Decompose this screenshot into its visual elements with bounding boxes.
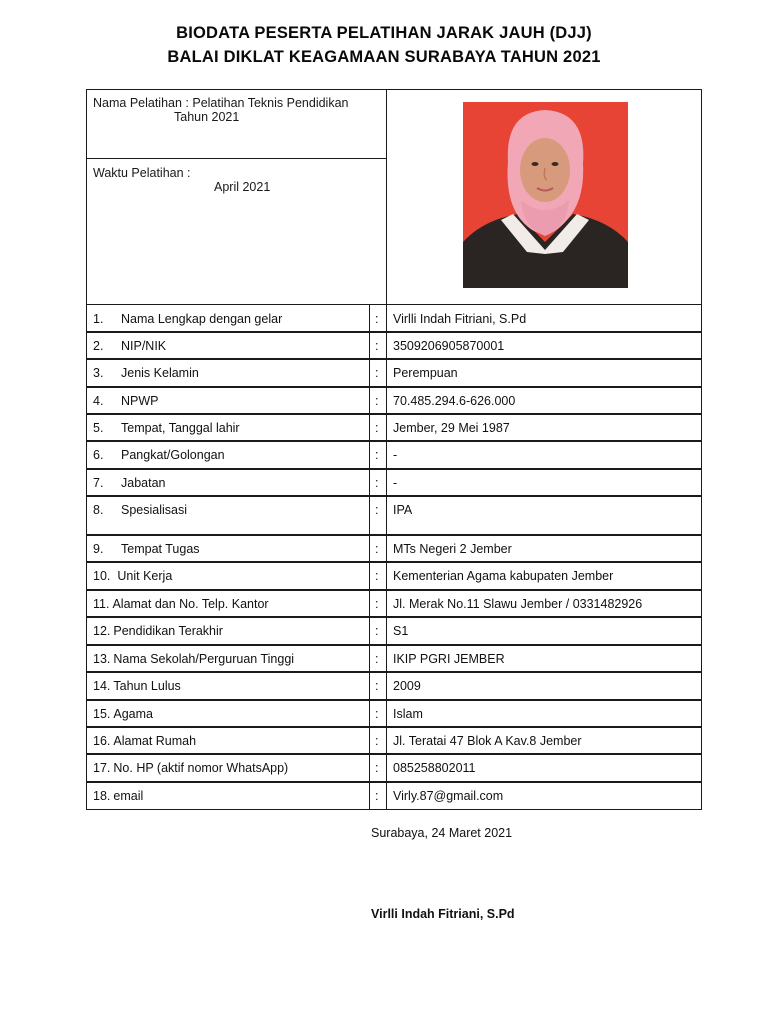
field-value: Islam xyxy=(393,707,423,721)
table-row xyxy=(86,782,702,810)
field-number: 11. xyxy=(93,597,110,611)
field-label xyxy=(93,789,143,803)
field-value-cell xyxy=(386,304,702,333)
colon-separator: : xyxy=(375,366,379,380)
field-label-text: Tahun Lulus xyxy=(113,679,181,693)
field-label-text: Pendidikan Terakhir xyxy=(113,624,223,638)
field-label-text: email xyxy=(113,789,144,803)
field-number: 18. xyxy=(93,789,111,803)
colon-separator: : xyxy=(375,569,379,583)
field-value-cell xyxy=(386,440,702,470)
field-value-cell xyxy=(386,671,702,701)
colon-cell xyxy=(369,386,387,415)
field-value: IKIP PGRI JEMBER xyxy=(393,652,505,666)
colon-cell xyxy=(369,534,387,563)
field-label-text: Alamat Rumah xyxy=(113,734,197,748)
colon-separator: : xyxy=(375,761,379,775)
field-label-cell xyxy=(86,781,370,810)
field-label xyxy=(93,597,269,611)
field-label xyxy=(93,707,153,721)
field-number: 2. xyxy=(93,339,104,353)
document-subtitle: BALAI DIKLAT KEAGAMAAN SURABAYA TAHUN 2021 xyxy=(167,48,601,66)
colon-separator: : xyxy=(375,448,379,462)
field-value-cell xyxy=(386,781,702,810)
field-label xyxy=(93,734,196,748)
table-row xyxy=(86,359,702,388)
field-label-text: Alamat dan No. Telp. Kantor xyxy=(112,597,269,611)
field-value: - xyxy=(393,476,398,490)
signature-date: Surabaya, 24 Maret 2021 xyxy=(371,826,513,840)
colon-cell xyxy=(369,616,387,646)
field-label xyxy=(93,448,225,462)
field-label-text: Spesialisasi xyxy=(121,503,188,517)
field-value: Kementerian Agama kabupaten Jember xyxy=(393,569,614,583)
field-label-text: Agama xyxy=(113,707,153,721)
field-value-cell xyxy=(386,561,702,591)
field-value: Virlli Indah Fitriani, S.Pd xyxy=(393,312,527,326)
colon-separator: : xyxy=(375,789,379,803)
table-row xyxy=(86,305,702,333)
field-value-cell xyxy=(386,753,702,783)
field-value: 2009 xyxy=(393,679,421,693)
field-label xyxy=(93,421,240,435)
colon-cell xyxy=(369,589,387,618)
colon-separator: : xyxy=(375,312,379,326)
table-row xyxy=(86,754,702,783)
field-number: 1. xyxy=(93,312,104,326)
field-number: 5. xyxy=(93,421,104,435)
field-value: - xyxy=(393,448,398,462)
colon-separator: : xyxy=(375,394,379,408)
table-row xyxy=(86,617,702,646)
colon-separator: : xyxy=(375,542,379,556)
table-row xyxy=(86,590,702,618)
biodata-form xyxy=(86,89,702,809)
signatory-name: Virlli Indah Fitriani, S.Pd xyxy=(371,907,515,921)
field-label-cell xyxy=(86,468,370,497)
colon-cell xyxy=(369,726,387,755)
colon-cell xyxy=(369,495,387,536)
table-row xyxy=(86,332,702,360)
field-label-cell xyxy=(86,589,370,618)
training-time-value: April 2021 xyxy=(214,180,271,194)
field-label-text: Jenis Kelamin xyxy=(121,366,199,380)
field-label-text: Unit Kerja xyxy=(117,569,173,583)
field-label xyxy=(93,503,187,517)
field-label-cell xyxy=(86,644,370,673)
colon-separator: : xyxy=(375,707,379,721)
field-label-cell xyxy=(86,386,370,415)
field-label-cell xyxy=(86,440,370,470)
field-label xyxy=(93,312,282,326)
colon-cell xyxy=(369,468,387,497)
photo-cell xyxy=(386,89,702,305)
field-label-cell xyxy=(86,304,370,333)
field-value: Perempuan xyxy=(393,366,458,380)
training-name-label: Nama Pelatihan : Pelatihan Teknis Pendidikan xyxy=(93,96,349,110)
field-number: 14. xyxy=(93,679,111,693)
colon-separator: : xyxy=(375,734,379,748)
field-value: Virly.87@gmail.com xyxy=(393,789,504,803)
field-value-cell xyxy=(386,616,702,646)
colon-cell xyxy=(369,358,387,388)
field-number: 3. xyxy=(93,366,104,380)
field-value-cell xyxy=(386,644,702,673)
field-label-text: Pangkat/Golongan xyxy=(121,448,225,462)
field-number: 10. xyxy=(93,569,111,583)
field-label-text: Tempat, Tanggal lahir xyxy=(121,421,240,435)
field-value: Jl. Merak No.11 Slawu Jember / 0331482926 xyxy=(393,597,643,611)
field-label xyxy=(93,339,166,353)
field-value: Jl. Teratai 47 Blok A Kav.8 Jember xyxy=(393,734,582,748)
field-label-text: Nama Sekolah/Perguruan Tinggi xyxy=(113,652,295,666)
field-label xyxy=(93,394,159,408)
field-label-cell xyxy=(86,726,370,755)
training-name-continuation: Tahun 2021 xyxy=(174,110,240,124)
field-label-cell xyxy=(86,616,370,646)
field-number: 17. xyxy=(93,761,111,775)
field-label-text: Tempat Tugas xyxy=(121,542,200,556)
table-row xyxy=(86,535,702,563)
field-label-cell xyxy=(86,495,370,536)
colon-cell xyxy=(369,671,387,701)
colon-separator: : xyxy=(375,421,379,435)
field-number: 15. xyxy=(93,707,111,721)
table-row xyxy=(86,387,702,415)
field-label xyxy=(93,761,288,775)
field-value: 3509206905870001 xyxy=(393,339,505,353)
colon-cell xyxy=(369,304,387,333)
colon-separator: : xyxy=(375,597,379,611)
field-value: S1 xyxy=(393,624,409,638)
training-time-cell xyxy=(86,158,387,305)
table-row xyxy=(86,496,702,536)
field-value: 085258802011 xyxy=(393,761,476,775)
colon-separator: : xyxy=(375,652,379,666)
field-value: Jember, 29 Mei 1987 xyxy=(393,421,510,435)
field-label-cell xyxy=(86,699,370,728)
colon-separator: : xyxy=(375,503,379,517)
table-row xyxy=(86,727,702,755)
colon-cell xyxy=(369,753,387,783)
field-label-cell xyxy=(86,331,370,360)
colon-cell xyxy=(369,644,387,673)
field-number: 9. xyxy=(93,542,104,556)
field-label xyxy=(93,652,294,666)
colon-separator: : xyxy=(375,339,379,353)
table-row xyxy=(86,645,702,673)
field-label-cell xyxy=(86,534,370,563)
training-time-label: Waktu Pelatihan : xyxy=(93,166,191,180)
field-value-cell xyxy=(386,534,702,563)
field-label xyxy=(93,624,223,638)
field-label xyxy=(93,569,172,583)
field-label xyxy=(93,366,199,380)
field-value-cell xyxy=(386,589,702,618)
field-label-text: NIP/NIK xyxy=(121,339,167,353)
field-label-text: NPWP xyxy=(121,394,159,408)
field-value-cell xyxy=(386,386,702,415)
field-number: 7. xyxy=(93,476,104,490)
field-number: 8. xyxy=(93,503,104,517)
table-row xyxy=(86,414,702,442)
document-title: BIODATA PESERTA PELATIHAN JARAK JAUH (DJJ) xyxy=(176,24,592,42)
field-number: 4. xyxy=(93,394,104,408)
colon-cell xyxy=(369,561,387,591)
field-value-cell xyxy=(386,358,702,388)
table-row xyxy=(86,469,702,497)
field-number: 13. xyxy=(93,652,111,666)
field-label-cell xyxy=(86,358,370,388)
colon-cell xyxy=(369,781,387,810)
field-value: MTs Negeri 2 Jember xyxy=(393,542,512,556)
table-row xyxy=(86,700,702,728)
colon-separator: : xyxy=(375,624,379,638)
colon-cell xyxy=(369,331,387,360)
field-label xyxy=(93,476,165,490)
field-value-cell xyxy=(386,468,702,497)
field-value: 70.485.294.6-626.000 xyxy=(393,394,516,408)
field-number: 16. xyxy=(93,734,111,748)
field-value-cell xyxy=(386,726,702,755)
field-number: 12. xyxy=(93,624,111,638)
field-label xyxy=(93,679,181,693)
field-label-cell xyxy=(86,753,370,783)
field-label-cell xyxy=(86,671,370,701)
field-value: IPA xyxy=(393,503,413,517)
colon-cell xyxy=(369,413,387,442)
field-label-cell xyxy=(86,413,370,442)
field-value-cell xyxy=(386,331,702,360)
field-label-cell xyxy=(86,561,370,591)
field-label-text: Jabatan xyxy=(121,476,166,490)
colon-cell xyxy=(369,440,387,470)
field-number: 6. xyxy=(93,448,104,462)
field-value-cell xyxy=(386,495,702,536)
colon-separator: : xyxy=(375,476,379,490)
colon-cell xyxy=(369,699,387,728)
training-name-cell xyxy=(86,89,387,159)
table-row xyxy=(86,562,702,591)
table-row xyxy=(86,441,702,470)
field-label-text: No. HP (aktif nomor WhatsApp) xyxy=(113,761,289,775)
table-row xyxy=(86,672,702,701)
colon-separator: : xyxy=(375,679,379,693)
field-value-cell xyxy=(386,699,702,728)
field-label-text: Nama Lengkap dengan gelar xyxy=(121,312,283,326)
field-value-cell xyxy=(386,413,702,442)
portrait-photo-icon xyxy=(463,102,628,288)
field-label xyxy=(93,542,200,556)
